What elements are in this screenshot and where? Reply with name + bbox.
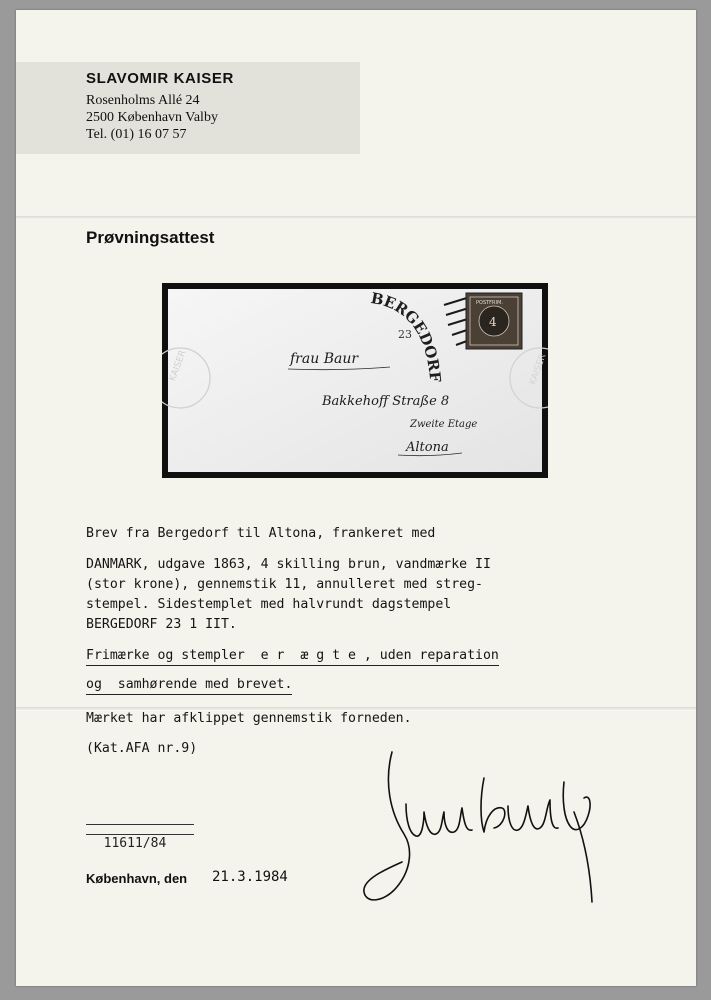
svg-text:frau Baur: frau Baur — [290, 351, 359, 367]
svg-text:BERGEDORF: BERGEDORF — [369, 289, 445, 384]
letterhead-phone: Tel. (01) 16 07 57 — [86, 127, 187, 142]
place-label: København, den — [86, 871, 188, 886]
signature — [344, 742, 614, 912]
certificate-title: Prøvningsattest — [86, 228, 215, 247]
svg-text:Bakkehoff Straße 8: Bakkehoff Straße 8 — [322, 394, 450, 409]
svg-text:23: 23 — [398, 328, 412, 341]
stamp-icon — [466, 293, 522, 349]
remark-line: Mærket har afklippet gennemstik forneden. — [86, 711, 412, 726]
description-line-5: BERGEDORF 23 1 IIT. — [86, 617, 237, 632]
description-line-2: DANMARK, udgave 1863, 4 skilling brun, vandmærke II — [86, 557, 491, 572]
verdict-line-1: Frimærke og stempler e r æ g t e , uden reparation — [86, 648, 499, 666]
fold-line-top — [16, 216, 696, 220]
svg-text:Zweite Etage: Zweite Etage — [410, 419, 478, 430]
description-line-3: (stor krone), gennemstik 11, annulleret med streg- — [86, 577, 483, 592]
letterhead-address-2: 2500 København Valby — [86, 110, 218, 125]
svg-text:Altona: Altona — [406, 440, 449, 455]
letterhead-address-1: Rosenholms Allé 24 — [86, 93, 200, 108]
verdict-line-2: og samhørende med brevet. — [86, 677, 292, 695]
certificate-number: 11611/84 — [88, 821, 166, 881]
svg-text:KAISER: KAISER — [528, 352, 548, 387]
letterhead-name: SLAVOMIR KAISER — [86, 70, 234, 87]
svg-text:POSTFRIM.: POSTFRIM. — [476, 300, 503, 306]
svg-text:KAISER: KAISER — [168, 349, 189, 383]
description-line-1: Brev fra Bergedorf til Altona, frankeret med — [86, 526, 436, 541]
catalog-reference: (Kat.AFA nr.9) — [86, 741, 198, 756]
svg-text:4: 4 — [489, 315, 497, 329]
certificate-date: 21.3.1984 — [212, 869, 288, 885]
envelope-photo — [162, 283, 548, 478]
svg-text:Slavomir Kaiser: Slavomir Kaiser — [344, 742, 352, 743]
description-line-4: stempel. Sidestemplet med halvrundt dagstempel — [86, 597, 452, 612]
